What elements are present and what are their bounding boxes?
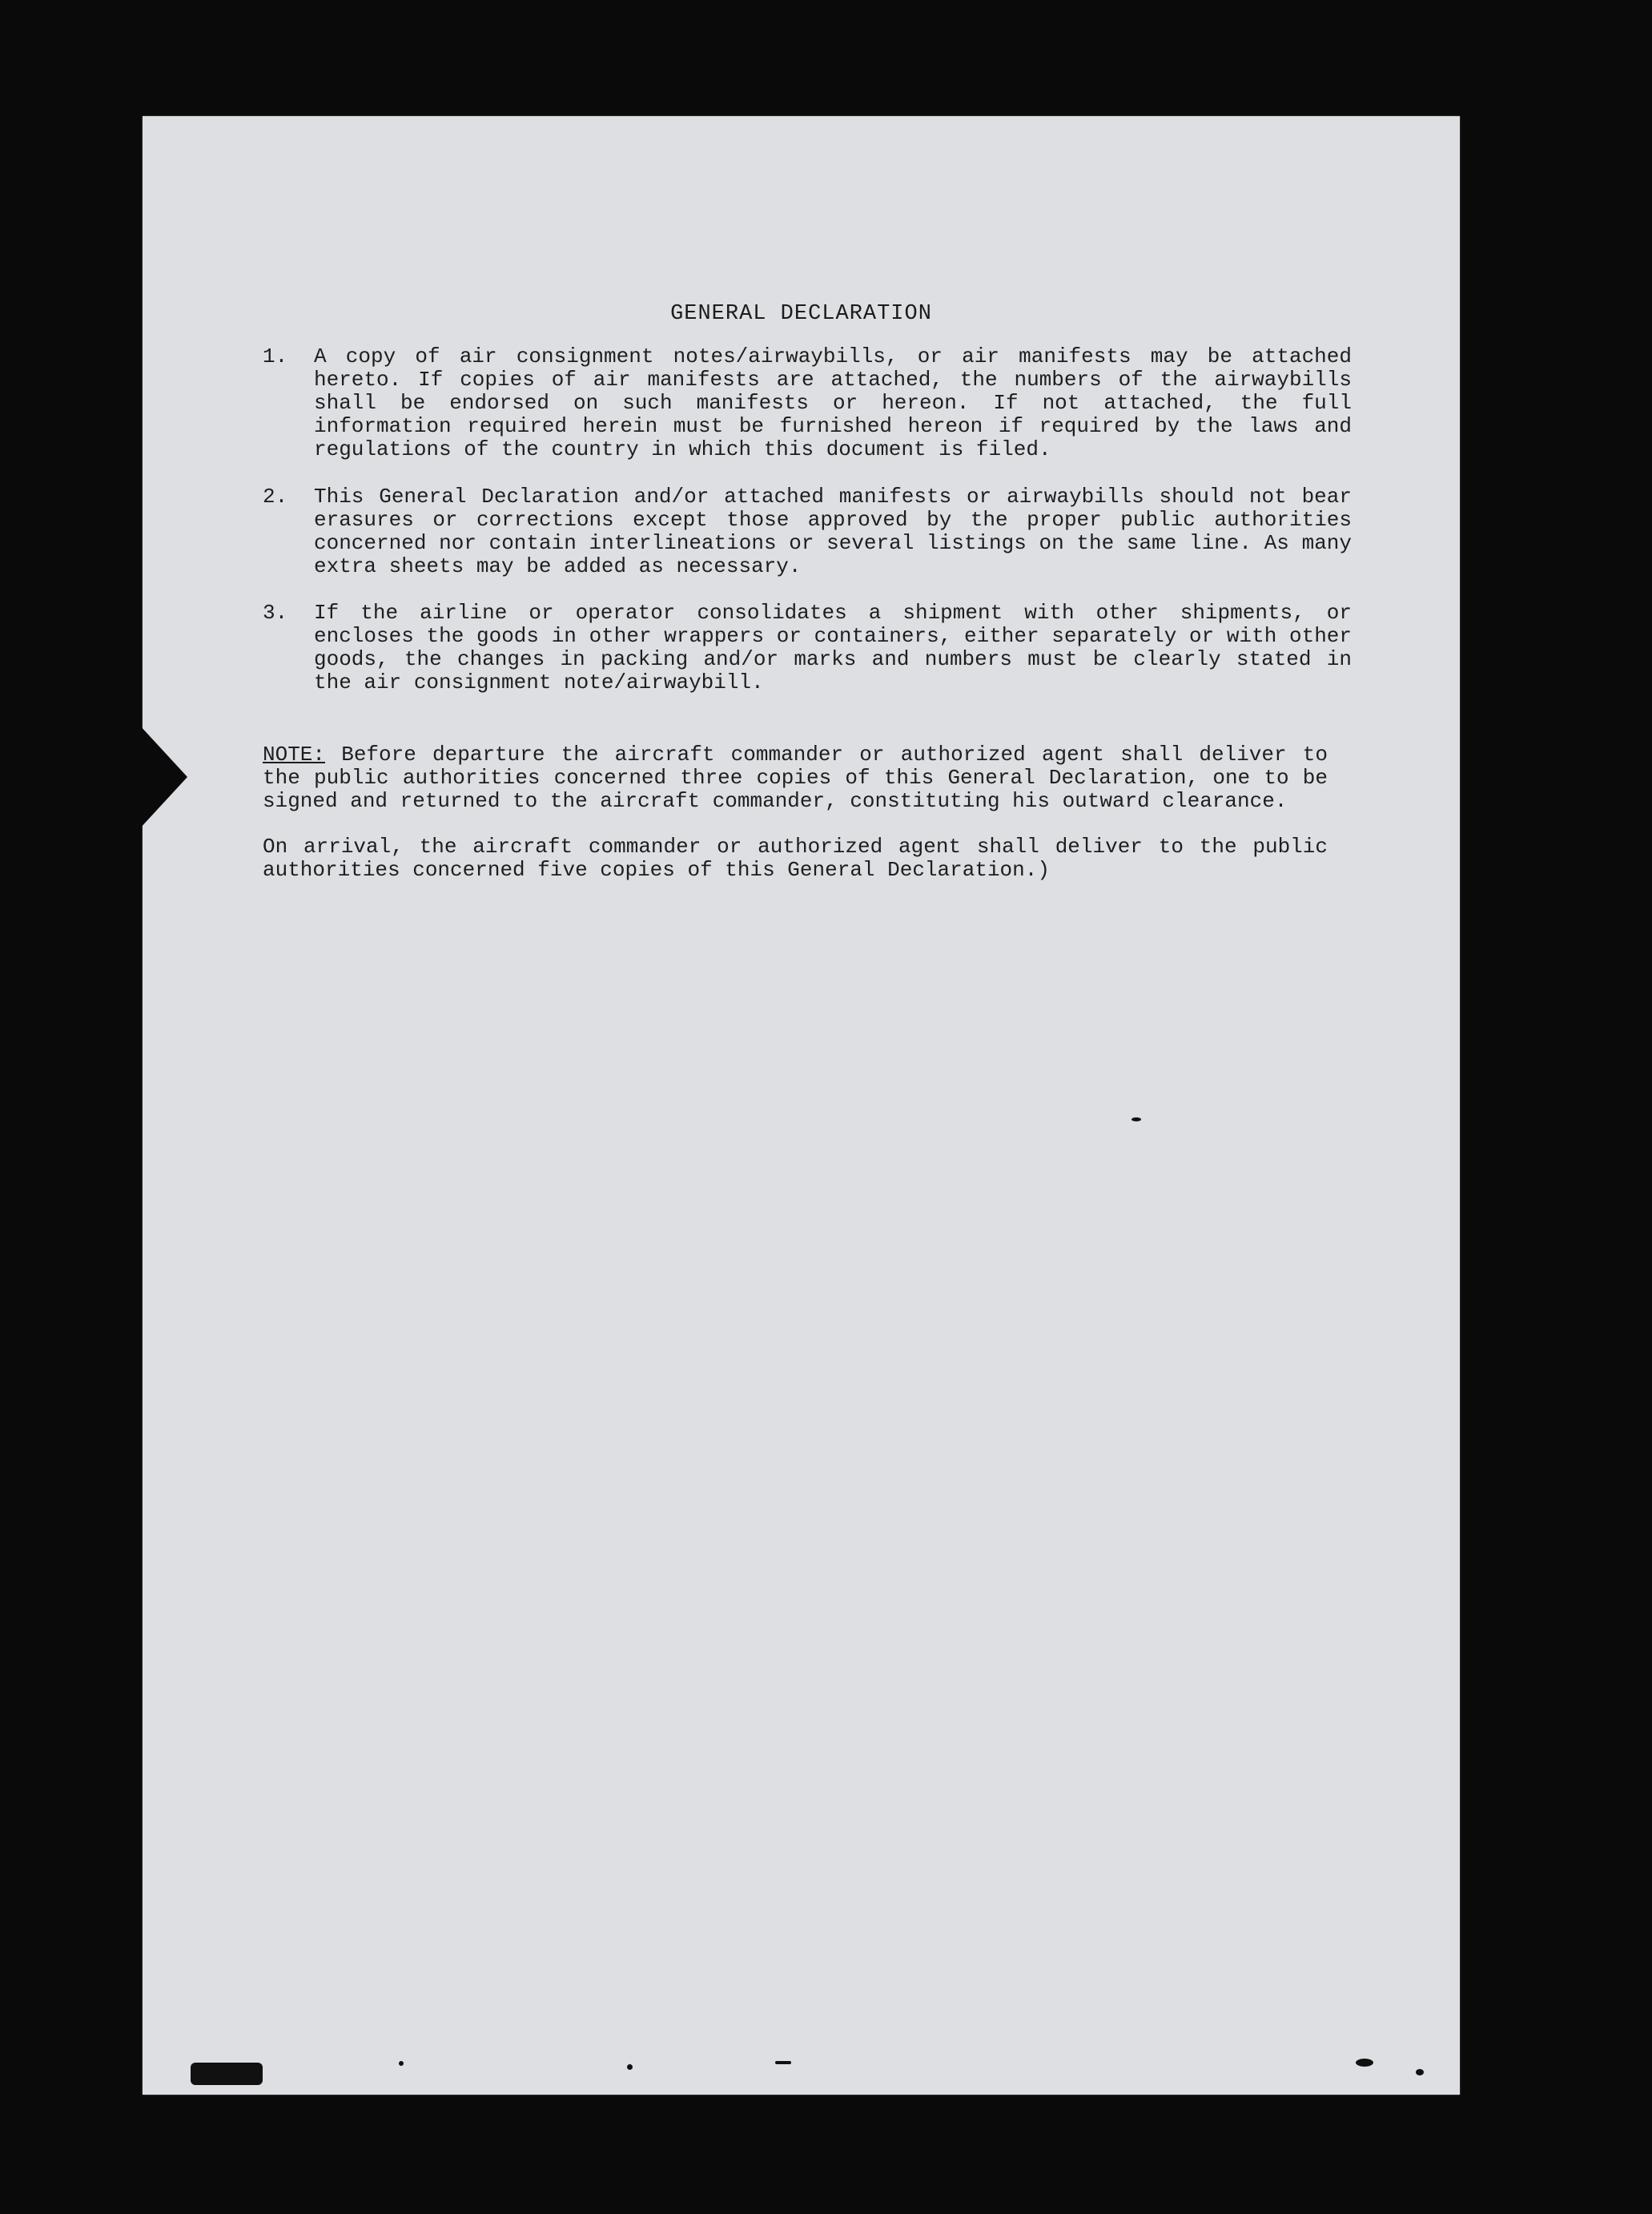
- item-number: 2.: [263, 485, 288, 509]
- item-number: 3.: [263, 601, 288, 625]
- item-text: A copy of air consignment notes/airwaybills, or air manifests may be attached hereto. If copies of air manifests are attached, the numbers of the airwaybills shall be endorsed on such manifests or hereon. If not attached, the full information required herein must be furnished hereon if required by the laws and regulations of the country in which this document is filed.: [314, 344, 1352, 461]
- item-number: 1.: [263, 344, 288, 368]
- document-page: [143, 116, 1460, 2095]
- scan-speck: [775, 2061, 791, 2064]
- list-item-1: [263, 345, 1352, 461]
- scan-speck: [1416, 2069, 1424, 2075]
- list-item-2: [263, 485, 1352, 578]
- scan-speck: [191, 2063, 263, 2085]
- scan-speck: [1356, 2059, 1373, 2067]
- item-text: If the airline or operator consolidates a shipment with other shipments, or encloses the goods in other wrappers or containers, either separately or with other goods, the changes in packing and/or marks and numbers must be clearly stated in the air consignment note/airwaybill.: [314, 601, 1352, 694]
- note-label: NOTE:: [263, 743, 326, 767]
- scan-speck: [1131, 1117, 1141, 1121]
- arrival-paragraph: On arrival, the aircraft commander or authorized agent shall deliver to the public authorities concerned five copies of this General Declaration.): [263, 835, 1328, 882]
- scan-speck: [399, 2061, 404, 2066]
- list-item-3: [263, 602, 1352, 694]
- note-text: Before departure the aircraft commander or authorized agent shall deliver to the public authorities concerned three copies of this General Declaration, one to be signed and returned to the aircraft commander, constituting his outward clearance.: [263, 743, 1328, 813]
- note-paragraph: [263, 743, 1328, 813]
- scan-speck: [627, 2064, 633, 2070]
- page-title: GENERAL DECLARATION: [670, 302, 932, 326]
- item-text: This General Declaration and/or attached manifests or airwaybills should not bear erasures or corrections except those approved by the proper public authorities concerned nor contain interlineations or several listings on the same line. As many extra sheets may be added as necessary.: [314, 485, 1352, 578]
- torn-edge: [139, 725, 187, 829]
